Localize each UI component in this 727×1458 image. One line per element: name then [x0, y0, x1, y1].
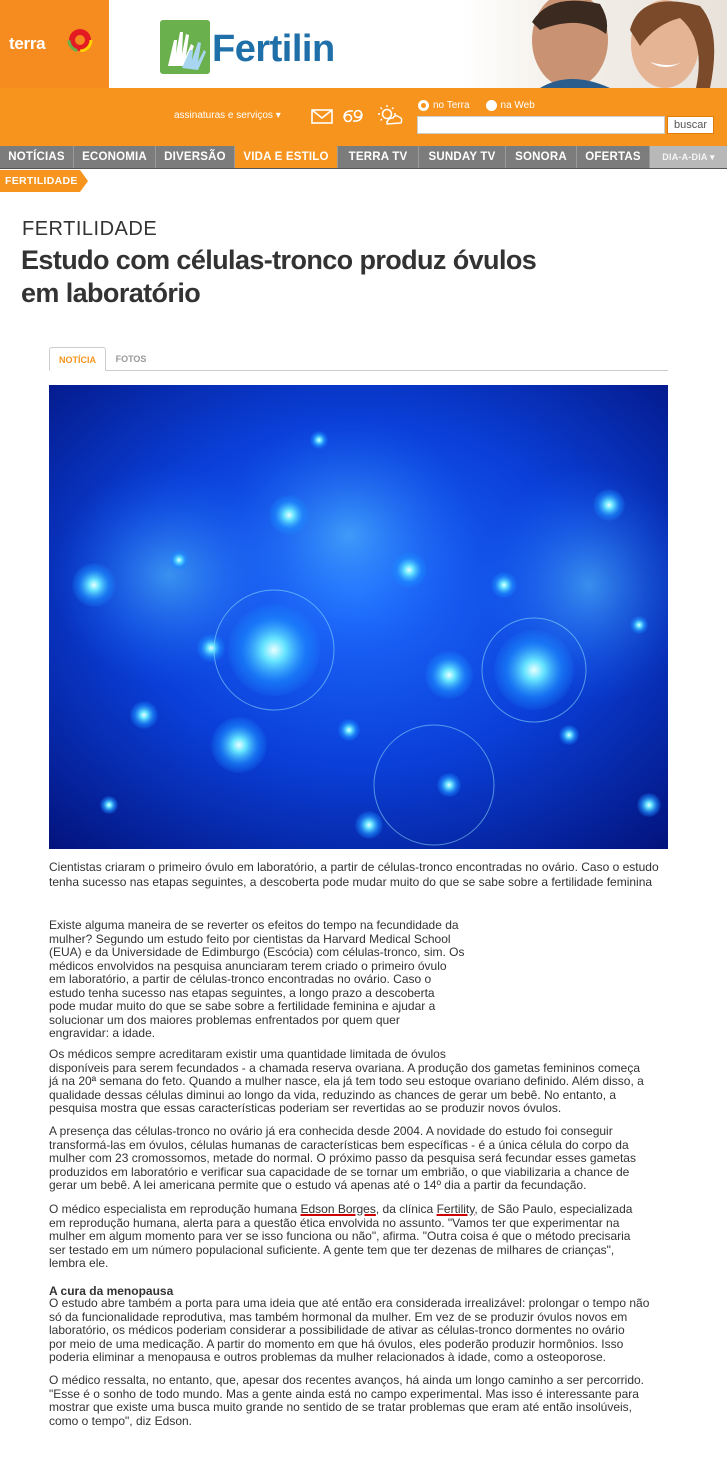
text-line: poderia eliminar a menopausa e outros problemas da mulher relacionados à idade, como a osteoporose. [49, 1350, 606, 1364]
article-paragraph-1 [49, 919, 465, 1041]
nav-item-terra-tv[interactable]: TERRA TV [338, 146, 419, 168]
breadcrumb-item[interactable]: FERTILIDADE [0, 170, 80, 192]
link-fertility[interactable]: Fertility [436, 1202, 475, 1216]
nav-item-noticias[interactable]: NOTÍCIAS [0, 146, 74, 168]
text-line: mulher em algum momento para ver se isso funciona ou não", afirma. "Outra coisa é que o método precisaria [49, 1229, 631, 1243]
text-line: gerar um bebê. A lei americana permite que o estudo vá apenas até o 14º dia a partir da fecundação. [49, 1178, 587, 1192]
text-line: engravidar: a idade. [49, 1026, 156, 1040]
text-line: O estudo abre também a porta para uma ideia que até então era considerada irrealizável: prolongar o tempo não [49, 1296, 650, 1310]
article-paragraph-4 [49, 1203, 632, 1271]
text-line: só da funcionalidade reprodutiva, mas também hormonal da mulher. Em vez de se produzir óvulos novos em [49, 1309, 628, 1324]
text-line: mulher? Segundo um estudo feito por cientistas da Harvard Medical School [49, 931, 451, 946]
text-line: médicos envolvidos na pesquisa anunciaram terem criado o primeiro óvulo [49, 958, 447, 973]
text-line: mulher com 23 cromossomos, metade do normal. O próximo passo da pesquisa será fecundar esses gametas [49, 1151, 636, 1165]
services-menu[interactable] [174, 110, 281, 121]
text-line [49, 1203, 632, 1217]
text-line: transformá-las em óvulos, células humanas de características bem específicas - é a única célula do corpo da [49, 1137, 629, 1152]
text-line: solucionar um dos maiores problemas enfrentados por quem quer [49, 1012, 400, 1027]
article-paragraph-2 [49, 1048, 644, 1116]
text-line: estudo tenha sucesso nas etapas seguintes, a longo prazo a descoberta [49, 985, 435, 1000]
section-subheading: A cura da menopausa [49, 1284, 174, 1298]
nav-item-economia[interactable]: ECONOMIA [74, 146, 156, 168]
text-line: laboratório, os médicos poderiam considerar a possibilidade de ativar as células-tronco dormentes no ovário [49, 1323, 625, 1337]
text-line: (EUA) e da Universidade de Edimburgo (Escócia) com células-tronco, sim. Os [49, 945, 465, 959]
text-line: pesquisa mostra que essas características poderiam ser revertidas ao se produzir novos óvulos. [49, 1101, 562, 1115]
article-tabs [49, 347, 668, 371]
mail-icon[interactable] [310, 106, 334, 126]
section-label: FERTILIDADE [22, 218, 158, 240]
radio-no-terra-label: no Terra [433, 100, 470, 111]
text-line: produzidos em laboratório e verificar sua capacidade de se tornar um embrião, o que viabilizaria a chance de [49, 1164, 630, 1179]
text-line: pode mudar muito do que se sabe sobre a fertilidade feminina e ajudar a [49, 999, 436, 1013]
nav-item-sonora[interactable]: SONORA [506, 146, 577, 168]
text-span: O médico especialista em reprodução humana [49, 1202, 301, 1216]
page-title: Estudo com células-tronco produz óvulos em laboratório [21, 245, 537, 308]
main-nav [0, 146, 727, 169]
site-header [0, 0, 727, 88]
tab-noticia[interactable]: NOTÍCIA [49, 347, 106, 371]
nav-item-vida-e-estilo[interactable]: VIDA E ESTILO [235, 146, 338, 168]
nav-item-dia-a-dia[interactable]: DIA-A-DIA ▾ [650, 146, 727, 168]
search-scope [418, 100, 535, 111]
breadcrumb-arrow [80, 170, 88, 192]
text-line: Os médicos sempre acreditaram existir uma quantidade limitada de óvulos [49, 1047, 446, 1061]
text-line: lembra ele. [49, 1256, 109, 1270]
terra-logo-text: terra [9, 34, 46, 53]
article-paragraph-3 [49, 1125, 636, 1193]
text-line: mostrar que existe uma busca muito grande no sentido de se tratar problemas que eram até então insolúveis, [49, 1400, 632, 1414]
couple-photo [460, 0, 727, 88]
services-label: assinaturas e serviços [174, 110, 273, 121]
tab-fotos[interactable]: FOTOS [115, 354, 147, 364]
nav-item-sunday-tv[interactable]: SUNDAY TV [419, 146, 506, 168]
text-line: como o tempo", diz Edson. [49, 1413, 192, 1428]
hands-logo-icon [160, 20, 212, 74]
horoscope-icon[interactable] [341, 106, 365, 126]
text-span: , da clínica [375, 1202, 437, 1216]
text-line: Existe alguma maneira de se reverter os efeitos do tempo na fecundidade da [49, 918, 459, 932]
weather-icon[interactable] [375, 104, 403, 128]
nav-item-ofertas[interactable]: OFERTAS [577, 146, 650, 168]
text-line: por meio de uma medicação. A partir do momento em que há óvulos, eles poderão produzir hormônios. Isso [49, 1336, 624, 1351]
radio-na-web[interactable] [486, 100, 497, 111]
text-line: A presença das células-tronco no ovário já era conhecida desde 2004. A novidade do estudo foi conseguir [49, 1124, 613, 1138]
text-line: ser testado em um número populacional suficiente. A gente tem que ter dezenas de milhares de crianças", [49, 1242, 615, 1257]
article-paragraph-5 [49, 1297, 649, 1365]
terra-logo-icon [66, 28, 94, 52]
text-line: já na 20ª semana do feto. Quando a mulher nasce, ela já tem todo seu estoque ovariano definido. Além disso, a [49, 1074, 644, 1088]
search-button[interactable]: buscar [667, 116, 714, 134]
radio-na-web-label: na Web [500, 100, 535, 111]
radio-no-terra[interactable] [418, 100, 429, 111]
text-line: em reprodução humana, alerta para a questão ética envolvida no assunto. "Vamos ter que experimentar na [49, 1215, 620, 1230]
text-line: qualidade dessas células diminui ao longo da vida, reduzindo as chances de gerar um bebê. No entanto, a [49, 1087, 617, 1102]
article-paragraph-6 [49, 1374, 644, 1428]
text-line: disponíveis para serem fecundados - a chamada reserva ovariana. A produção dos gametas femininos começa [49, 1060, 640, 1075]
nav-item-diversao[interactable]: DIVERSÃO [156, 146, 235, 168]
terra-logo[interactable] [0, 0, 109, 88]
photo-caption: Cientistas criaram o primeiro óvulo em laboratório, a partir de células-tronco encontradas no ovário. Caso o estudo tenha sucesso nas etapas seguintes, a descoberta pode mudar muito do que se sabe sobre a fertilidade feminina [49, 860, 659, 889]
link-edson-borges[interactable]: Edson Borges [300, 1202, 376, 1216]
text-line: em laboratório, a partir de células-tronco encontradas no ovário. Caso o [49, 972, 432, 986]
text-line: O médico ressalta, no entanto, que, apesar dos recentes avanços, há ainda um longo caminho a ser percorrido. [49, 1373, 645, 1387]
stem-cells-photo[interactable] [49, 385, 668, 849]
search-input[interactable] [417, 116, 665, 134]
utility-bar [0, 88, 727, 146]
chevron-down-icon: ▾ [275, 110, 281, 121]
site-logo-text: Fertilin [212, 28, 335, 70]
text-span: , de São Paulo, especializada [474, 1202, 633, 1216]
text-line: "Esse é o sonho de todo mundo. Mas a gente ainda está no campo experimental. Mas isso é interessante para [49, 1386, 639, 1401]
